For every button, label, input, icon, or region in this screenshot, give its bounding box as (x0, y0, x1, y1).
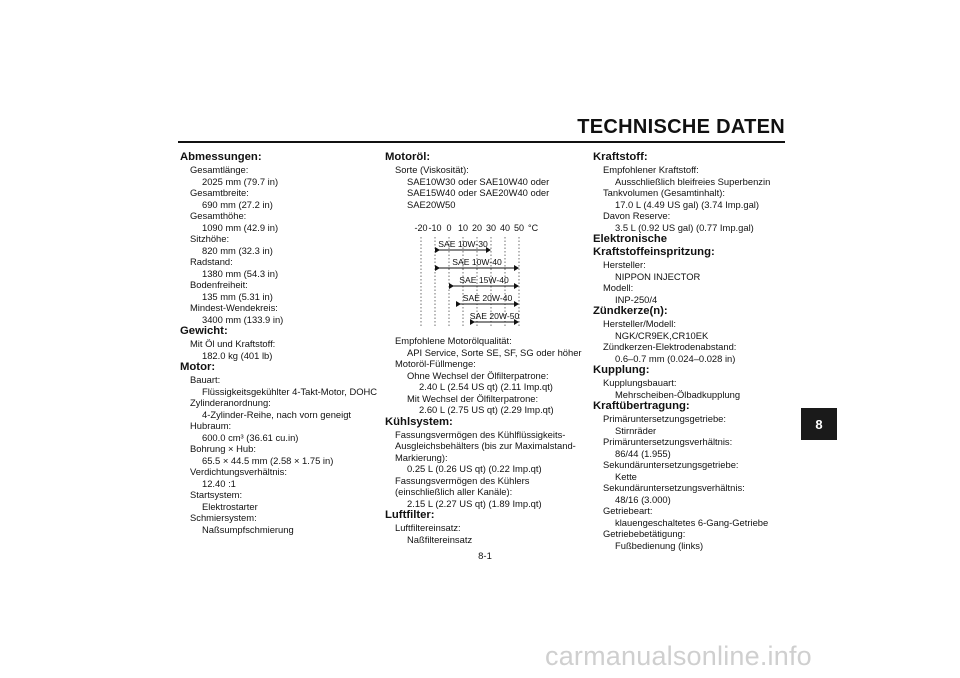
label-wheelbase: Radstand: (190, 256, 233, 267)
tick-label: 30 (485, 223, 497, 233)
range-bar-label: SAE 15W-40 (459, 275, 509, 285)
tick-label: 40 (499, 223, 511, 233)
value-secondary-ratio: 48/16 (3.000) (615, 493, 671, 505)
label-with-filter: Mit Wechsel der Ölfilterpatrone: (407, 392, 539, 404)
value-starting-system: Elektrostarter (202, 500, 258, 512)
label-reservoir-1: Fassungsvermögen des Kühlflüssigkeits- (395, 428, 566, 440)
label-primary-reduction: Primäruntersetzungsgetriebe: (603, 413, 726, 424)
label-length: Gesamtlänge: (190, 164, 249, 175)
heading-air-filter: Luftfilter: (385, 509, 435, 521)
label-efi-manufacturer: Hersteller: (603, 259, 646, 270)
tick-label: -10 (428, 223, 442, 233)
label-recommended-fuel: Empfohlener Kraftstoff: (603, 164, 699, 175)
label-weight: Mit Öl und Kraftstoff: (190, 338, 276, 349)
value-without-filter: 2.40 L (2.54 US qt) (2.11 Imp.qt) (419, 381, 553, 392)
tick-label: 20 (471, 223, 483, 233)
value-radiator: 2.15 L (2.27 US qt) (1.89 Imp.qt) (407, 497, 542, 509)
column-dimensions-engine (180, 151, 378, 535)
value-engine-type: Flüssigkeitsgekühlter 4-Takt-Motor, DOHC (202, 385, 378, 397)
tick-label: 50 (513, 223, 525, 233)
label-secondary-ratio: Sekundäruntersetzungsverhältnis: (603, 482, 745, 493)
page-title: TECHNISCHE DATEN (577, 116, 785, 138)
oil-viscosity-chart-svg (385, 219, 585, 329)
label-width: Gesamtbreite: (190, 187, 249, 198)
tick-label: -20 (414, 223, 428, 233)
label-air-filter: Luftfiltereinsatz: (395, 522, 461, 533)
value-wheelbase: 1380 mm (54.3 in) (202, 267, 279, 279)
label-cylinder-arrangement: Zylinderanordnung: (190, 397, 271, 408)
label-reservoir-3: Markierung): (395, 451, 448, 463)
label-viscosity: Sorte (Viskosität): (395, 164, 469, 175)
label-tank-capacity: Tankvolumen (Gesamtinhalt): (603, 187, 725, 198)
value-viscosity-2: SAE15W40 oder SAE20W40 oder (407, 187, 550, 198)
label-bore-stroke: Bohrung × Hub: (190, 443, 256, 454)
label-oil-quality: Empfohlene Motorölqualität: (395, 335, 512, 346)
page-number: 8-1 (478, 551, 492, 562)
value-air-filter: Naßfiltereinsatz (407, 533, 473, 545)
value-recommended-fuel: Ausschließlich bleifreies Superbenzin (615, 175, 771, 187)
value-seat-height: 820 mm (32.3 in) (202, 244, 273, 256)
heading-transmission: Kraftübertragung: (593, 400, 690, 412)
label-without-filter: Ohne Wechsel der Ölfilterpatrone: (407, 369, 549, 381)
value-length: 2025 mm (79.7 in) (202, 175, 279, 187)
heading-engine: Motor: (180, 361, 216, 373)
value-reserve: 3.5 L (0.92 US gal) (0.77 Imp.gal) (615, 221, 754, 233)
value-tank-capacity: 17.0 L (4.49 US gal) (3.74 Imp.gal) (615, 198, 759, 210)
value-viscosity-1: SAE10W30 oder SAE10W40 oder (407, 175, 550, 187)
label-turning-radius: Mindest-Wendekreis: (190, 302, 278, 313)
range-bar-label: SAE 10W-40 (452, 257, 502, 267)
value-with-filter: 2.60 L (2.75 US qt) (2.29 Imp.qt) (419, 404, 554, 415)
range-arrow-start (449, 283, 454, 289)
heading-weight: Gewicht: (180, 325, 228, 337)
value-gear-operation: Fußbedienung (links) (615, 539, 704, 551)
label-height: Gesamthöhe: (190, 210, 247, 221)
value-spark-gap: 0.6–0.7 mm (0.024–0.028 in) (615, 352, 736, 364)
value-cylinder-arrangement: 4-Zylinder-Reihe, nach vorn geneigt (202, 408, 352, 420)
value-efi-model: INP-250/4 (615, 293, 658, 305)
value-primary-reduction: Stirnräder (615, 424, 657, 436)
value-turning-radius: 3400 mm (133.9 in) (202, 313, 284, 325)
column-fuel-transmission (593, 151, 788, 551)
chapter-tab: 8 (801, 408, 837, 440)
tick-label: 10 (457, 223, 469, 233)
label-compression: Verdichtungsverhältnis: (190, 466, 287, 477)
heading-spark-plug: Zündkerze(n): (593, 305, 668, 317)
heading-fuel: Kraftstoff: (593, 151, 648, 163)
value-compression: 12.40 :1 (202, 477, 236, 489)
heading-clutch: Kupplung: (593, 364, 650, 376)
label-gearbox-type: Getriebeart: (603, 505, 653, 516)
range-arrow-end (514, 283, 519, 289)
value-secondary-reduction: Kette (615, 470, 637, 482)
value-reservoir: 0.25 L (0.26 US qt) (0.22 Imp.qt) (407, 463, 542, 474)
label-lubrication: Schmiersystem: (190, 512, 257, 523)
range-arrow-start (435, 265, 440, 271)
label-oil-quantity: Motoröl-Füllmenge: (395, 358, 476, 369)
value-weight: 182.0 kg (401 lb) (202, 349, 273, 361)
label-radiator-1: Fassungsvermögen des Kühlers (395, 474, 530, 486)
unit-label: °C (528, 223, 539, 233)
label-ground-clearance: Bodenfreiheit: (190, 279, 248, 290)
column-oil-cooling-air (385, 151, 590, 545)
value-lubrication: Naßsumpfschmierung (202, 523, 294, 535)
label-engine-type: Bauart: (190, 374, 221, 385)
oil-viscosity-chart (385, 219, 585, 329)
range-arrow-end (514, 301, 519, 307)
label-primary-ratio: Primäruntersetzungsverhältnis: (603, 436, 733, 447)
tick-label: 0 (446, 223, 452, 233)
heading-fuel-injection: Elektronische Kraftstoffeinspritzung: (593, 233, 715, 258)
value-clutch-type: Mehrscheiben-Ölbadkupplung (615, 388, 741, 400)
label-starting-system: Startsystem: (190, 489, 243, 500)
range-bar-label: SAE 20W-40 (462, 293, 513, 303)
label-spark-manufacturer: Hersteller/Modell: (603, 318, 676, 329)
label-reservoir-2: Ausgleichsbehälters (bis zur Maximalstand- (395, 440, 576, 451)
label-seat-height: Sitzhöhe: (190, 233, 230, 244)
value-oil-quality: API Service, Sorte SE, SF, SG oder höher (407, 346, 582, 358)
heading-engine-oil: Motoröl: (385, 151, 431, 163)
value-width: 690 mm (27.2 in) (202, 198, 273, 210)
label-displacement: Hubraum: (190, 420, 232, 431)
value-ground-clearance: 135 mm (5.31 in) (202, 290, 273, 302)
range-bar-label: SAE 20W-50 (469, 311, 520, 321)
value-gearbox-type: klauengeschaltetes 6-Gang-Getriebe (615, 516, 769, 528)
watermark: carmanualsonline.info (545, 641, 812, 671)
label-spark-gap: Zündkerzen-Elektrodenabstand: (603, 341, 737, 352)
label-radiator-2: (einschließlich aller Kanäle): (395, 486, 513, 497)
label-secondary-reduction: Sekundäruntersetzungsgetriebe: (603, 459, 739, 470)
header-rule (178, 141, 785, 143)
value-displacement: 600.0 cm³ (36.61 cu.in) (202, 431, 299, 443)
heading-dimensions: Abmessungen: (180, 151, 262, 163)
label-efi-model: Modell: (603, 282, 634, 293)
label-clutch-type: Kupplungsbauart: (603, 377, 677, 388)
label-reserve: Davon Reserve: (603, 210, 671, 221)
heading-cooling: Kühlsystem: (385, 415, 453, 428)
value-height: 1090 mm (42.9 in) (202, 221, 279, 233)
range-arrow-end (514, 265, 519, 271)
value-efi-manufacturer: NIPPON INJECTOR (615, 270, 701, 282)
value-primary-ratio: 86/44 (1.955) (615, 447, 671, 459)
range-bar-label: SAE 10W-30 (438, 239, 488, 249)
value-spark-manufacturer: NGK/CR9EK,CR10EK (615, 329, 709, 341)
value-viscosity-3: SAE20W50 (407, 198, 456, 210)
label-gear-operation: Getriebebetätigung: (603, 528, 686, 539)
range-arrow-start (456, 301, 461, 307)
value-bore-stroke: 65.5 × 44.5 mm (2.58 × 1.75 in) (202, 454, 334, 466)
